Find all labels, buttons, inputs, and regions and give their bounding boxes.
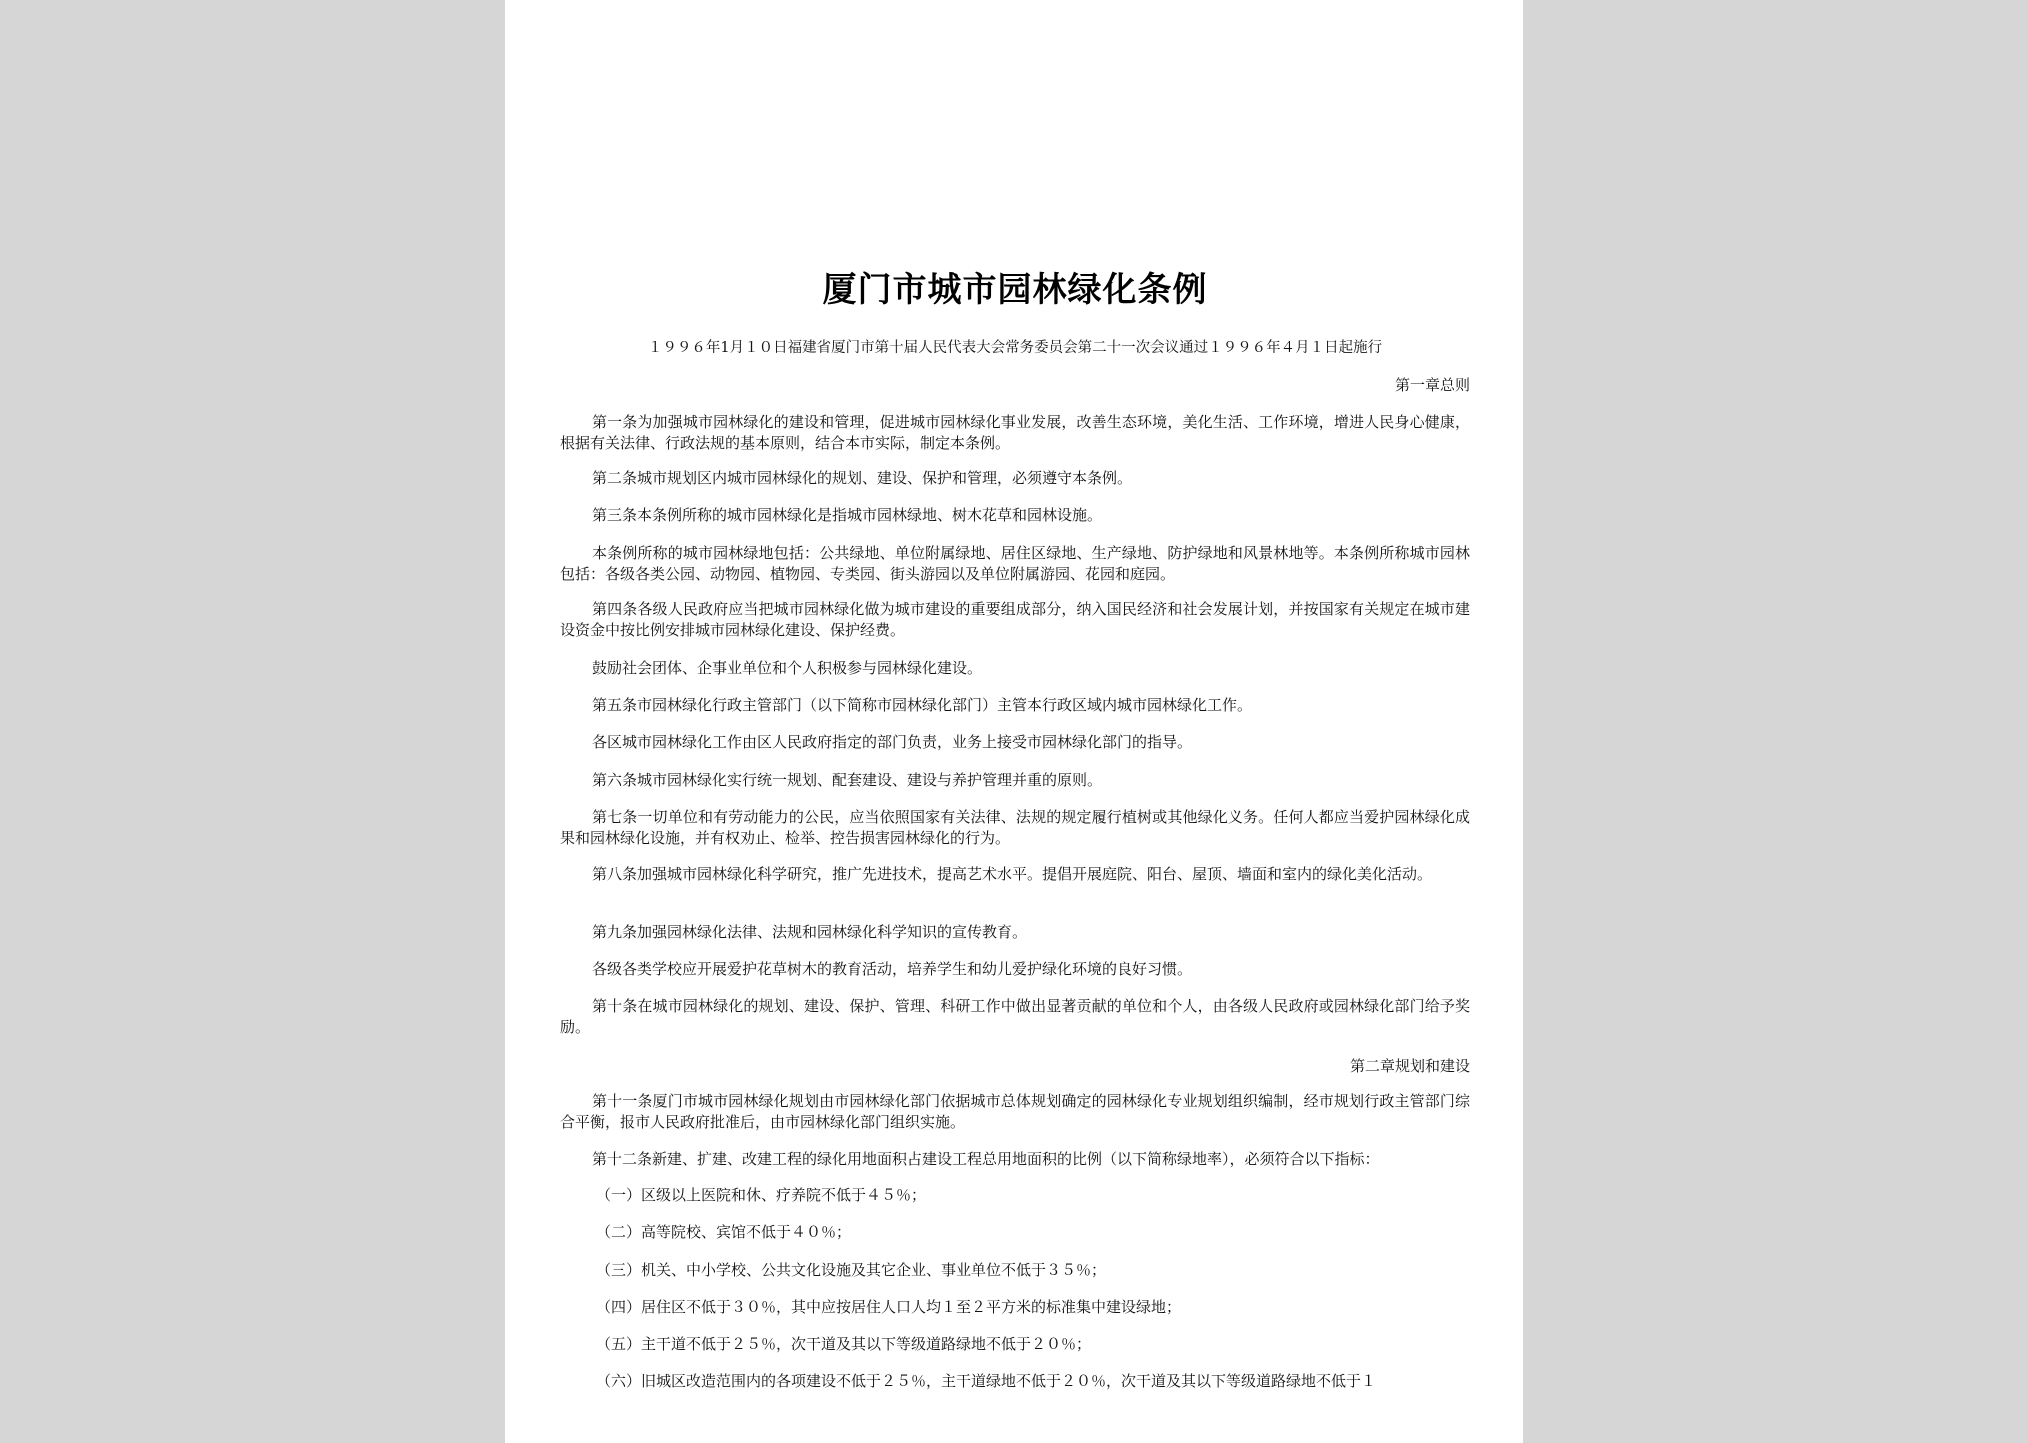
- list-item: （三）机关、中小学校、公共文化设施及其它企业、事业单位不低于３５％；: [596, 1261, 1107, 1279]
- article-9-para-2: 各级各类学校应开展爱护花草树木的教育活动，培养学生和幼儿爱护绿化环境的良好习惯。: [592, 960, 1193, 978]
- article-12: 第十二条新建、扩建、改建工程的绿化用地面积占建设工程总用地面积的比例（以下简称绿地率），必须符合以下指标：: [592, 1150, 1380, 1168]
- list-item: （一）区级以上医院和休、疗养院不低于４５％；: [596, 1186, 927, 1204]
- list-item: （二）高等院校、宾馆不低于４０％；: [596, 1223, 852, 1241]
- article-10: 第十条在城市园林绿化的规划、建设、保护、管理、科研工作中做出显著贡献的单位和个人，由各级人民政府或园林绿化部门给予奖励。: [560, 997, 1470, 1036]
- article-1: 第一条为加强城市园林绿化的建设和管理，促进城市园林绿化事业发展，改善生态环境，美化生活、工作环境，增进人民身心健康，根据有关法律、行政法规的基本原则，结合本市实际，制定本条例。: [560, 413, 1470, 452]
- chapter-heading-1: 第一章总则: [1394, 376, 1470, 394]
- document-subtitle: １９９６年1月１０日福建省厦门市第十届人民代表大会常务委员会第二十一次会议通过１９９６年４月１日起施行: [647, 340, 1383, 356]
- article-4: 第四条各级人民政府应当把城市园林绿化做为城市建设的重要组成部分，纳入国民经济和社会发展计划，并按国家有关规定在城市建设资金中按比例安排城市园林绿化建设、保护经费。: [560, 600, 1470, 639]
- list-item: （六）旧城区改造范围内的各项建设不低于２５％，主干道绿地不低于２０％，次干道及其以下等级道路绿地不低于１: [596, 1372, 1377, 1390]
- article-4-para-2: 鼓励社会团体、企事业单位和个人积极参与园林绿化建设。: [592, 659, 983, 677]
- list-item: （四）居住区不低于３０％，其中应按居住人口人均１至２平方米的标准集中建设绿地；: [596, 1298, 1182, 1316]
- article-5: 第五条市园林绿化行政主管部门（以下简称市园林绿化部门）主管本行政区域内城市园林绿化工作。: [592, 696, 1253, 714]
- chapter-heading-2: 第二章规划和建设: [1349, 1057, 1470, 1075]
- article-5-para-2: 各区城市园林绿化工作由区人民政府指定的部门负责，业务上接受市园林绿化部门的指导。: [592, 733, 1193, 751]
- article-11: 第十一条厦门市城市园林绿化规划由市园林绿化部门依据城市总体规划确定的园林绿化专业规划组织编制，经市规划行政主管部门综合平衡，报市人民政府批准后，由市园林绿化部门组织实施。: [560, 1092, 1470, 1131]
- list-item: （五）主干道不低于２５％，次干道及其以下等级道路绿地不低于２０％；: [596, 1335, 1092, 1353]
- document-page: [505, 0, 1523, 1443]
- article-8: 第八条加强城市园林绿化科学研究，推广先进技术，提高艺术水平。提倡开展庭院、阳台、屋顶、墙面和室内的绿化美化活动。: [592, 865, 1433, 883]
- article-2: 第二条城市规划区内城市园林绿化的规划、建设、保护和管理，必须遵守本条例。: [592, 469, 1133, 487]
- document-title: 厦门市城市园林绿化条例: [822, 270, 1208, 310]
- article-7: 第七条一切单位和有劳动能力的公民，应当依照国家有关法律、法规的规定履行植树或其他绿化义务。任何人都应当爱护园林绿化成果和园林绿化设施，并有权劝止、检举、控告损害园林绿化的行为。: [560, 808, 1470, 847]
- article-3: 第三条本条例所称的城市园林绿化是指城市园林绿地、树木花草和园林设施。: [592, 506, 1103, 524]
- article-9: 第九条加强园林绿化法律、法规和园林绿化科学知识的宣传教育。: [592, 923, 1028, 941]
- article-6: 第六条城市园林绿化实行统一规划、配套建设、建设与养护管理并重的原则。: [592, 771, 1103, 789]
- article-3-para-2: 本条例所称的城市园林绿地包括：公共绿地、单位附属绿地、居住区绿地、生产绿地、防护绿地和风景林地等。本条例所称城市园林包括：各级各类公园、动物园、植物园、专类园、街头游园以及单位附属游园、花园和庭园。: [560, 544, 1470, 583]
